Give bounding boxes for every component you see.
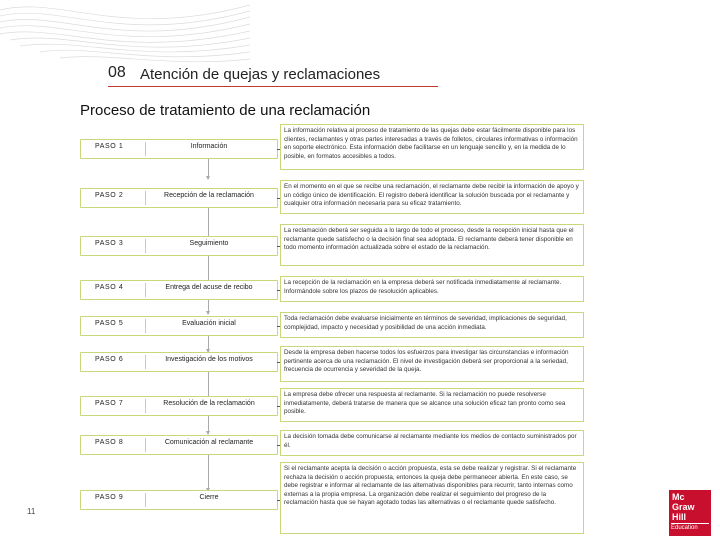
step-description: Información: [190, 143, 228, 150]
step-box: [80, 188, 278, 208]
step-description: Evaluación inicial: [182, 320, 236, 327]
step-description: Seguimiento: [189, 240, 229, 247]
step-box: [80, 236, 278, 256]
step-text-box: [280, 346, 584, 382]
step-text: Si el reclamante acepta la decisión o acción propuesta, esta se debe realizar y registrar. Si el reclamante rechaza la decisión o acción propuesta, entonces la queja debe permanecer abierta. En este caso, se debe registrar e informar al reclamante de las alternativas disponibles para recurrir, tanto internas como externas a la propia empresa. La organización debe realizar el seguimiento del progreso de la reclamación hasta que se hayan agotado todas las alternativas o el reclamante quede satisfecho.: [284, 465, 577, 507]
step-text: En el momento en el que se recibe una reclamación, el reclamante debe recibir la información de apoyo y un código único de identificación. El registro deberá identificar la solución buscada por el reclamante y cualquier otra información necesaria para su eficaz tratamiento.: [284, 183, 579, 208]
step-label: PASO 9: [95, 494, 124, 501]
step-text: La empresa debe ofrecer una respuesta al reclamante. Si la reclamación no puede resolverse inmediatamente, deberá tratarse de manera que se alcance una solución eficaz tan pronto como sea posible.: [284, 391, 566, 416]
step-text-box: [280, 312, 584, 338]
chapter-header: [108, 62, 438, 87]
step-description: Cierre: [199, 494, 219, 501]
step-text-box: [280, 462, 584, 534]
step-text: La decisión tomada debe comunicarse al reclamante mediante los medios de contacto suministrados por él.: [284, 433, 577, 449]
step-text: Toda reclamación debe evaluarse inicialmente en términos de severidad, implicaciones de seguridad, complejidad, impacto y necesidad y posibilidad de una acción inmediata.: [284, 315, 567, 331]
step-text-box: [280, 124, 584, 170]
step-text: La reclamación deberá ser seguida a lo largo de todo el proceso, desde la recepción inicial hasta que el reclamante quede satisfecho o la decisión final sea adoptada. El reclamante deberá tener disponible en todo momento información actualizada sobre el estado de la reclamación.: [284, 227, 574, 252]
arrow-down-icon: [208, 416, 209, 434]
step-label: PASO 1: [95, 143, 124, 150]
step-label: PASO 2: [95, 192, 124, 199]
mcgraw-hill-logo: [669, 490, 711, 536]
step-box: [80, 316, 278, 336]
arrow-down-icon: [208, 336, 209, 352]
step-description: Recepción de la reclamación: [164, 192, 254, 199]
step-label: PASO 7: [95, 400, 124, 407]
step-box: [80, 490, 278, 510]
chapter-number: 08: [108, 64, 126, 81]
step-box: [80, 435, 278, 455]
step-description: Resolución de la reclamación: [163, 400, 255, 407]
slide-subtitle: Proceso de tratamiento de una reclamación: [80, 102, 371, 119]
step-label: PASO 4: [95, 284, 124, 291]
step-description: Comunicación al reclamante: [164, 439, 254, 446]
step-label: PASO 3: [95, 240, 124, 247]
step-text-box: [280, 224, 584, 266]
logo-line: Education: [671, 523, 709, 532]
process-flow: [80, 124, 582, 536]
logo-line: Graw: [672, 502, 695, 512]
step-box: [80, 396, 278, 416]
step-label: PASO 5: [95, 320, 124, 327]
decorative-wave-graphic: [0, 0, 250, 70]
step-text: Desde la empresa deben hacerse todos los esfuerzos para investigar las circunstancias e información pertinente acerca de una reclamación. El nivel de investigación deberá ser proporcional a la seriedad, frecuencia de ocurrencia y severidad de la queja.: [284, 349, 569, 374]
step-text-box: [280, 180, 584, 214]
step-description: Investigación de los motivos: [165, 356, 253, 363]
logo-line: Mc: [672, 492, 685, 502]
step-box: [80, 352, 278, 372]
arrow-down-icon: [208, 455, 209, 491]
step-box: [80, 139, 278, 159]
step-description: Entrega del acuse de recibo: [165, 284, 253, 291]
step-text-box: [280, 276, 584, 302]
chapter-title: Atención de quejas y reclamaciones: [140, 66, 381, 83]
logo-line: Hill: [672, 512, 687, 522]
step-box: [80, 280, 278, 300]
arrow-down-icon: [208, 159, 209, 179]
step-text-box: [280, 430, 584, 456]
page-number: 11: [27, 507, 36, 516]
step-label: PASO 8: [95, 439, 124, 446]
step-text: La información relativa al proceso de tratamiento de las quejas debe estar fácilmente disponible para los clientes, reclamantes y otras partes interesadas a través de folletos, circulares informativas o información en soporte electrónico. Esta información debe facilitarse en un lenguaje sencillo y, en la medida de lo posible, en formatos accesibles a todos.: [284, 127, 578, 160]
step-label: PASO 6: [95, 356, 124, 363]
arrow-down-icon: [208, 300, 209, 314]
step-text-box: [280, 388, 584, 422]
step-text: La recepción de la reclamación en la empresa deberá ser notificada inmediatamente al reclamante. Informándole sobre los plazos de resolución aplicables.: [284, 279, 562, 295]
